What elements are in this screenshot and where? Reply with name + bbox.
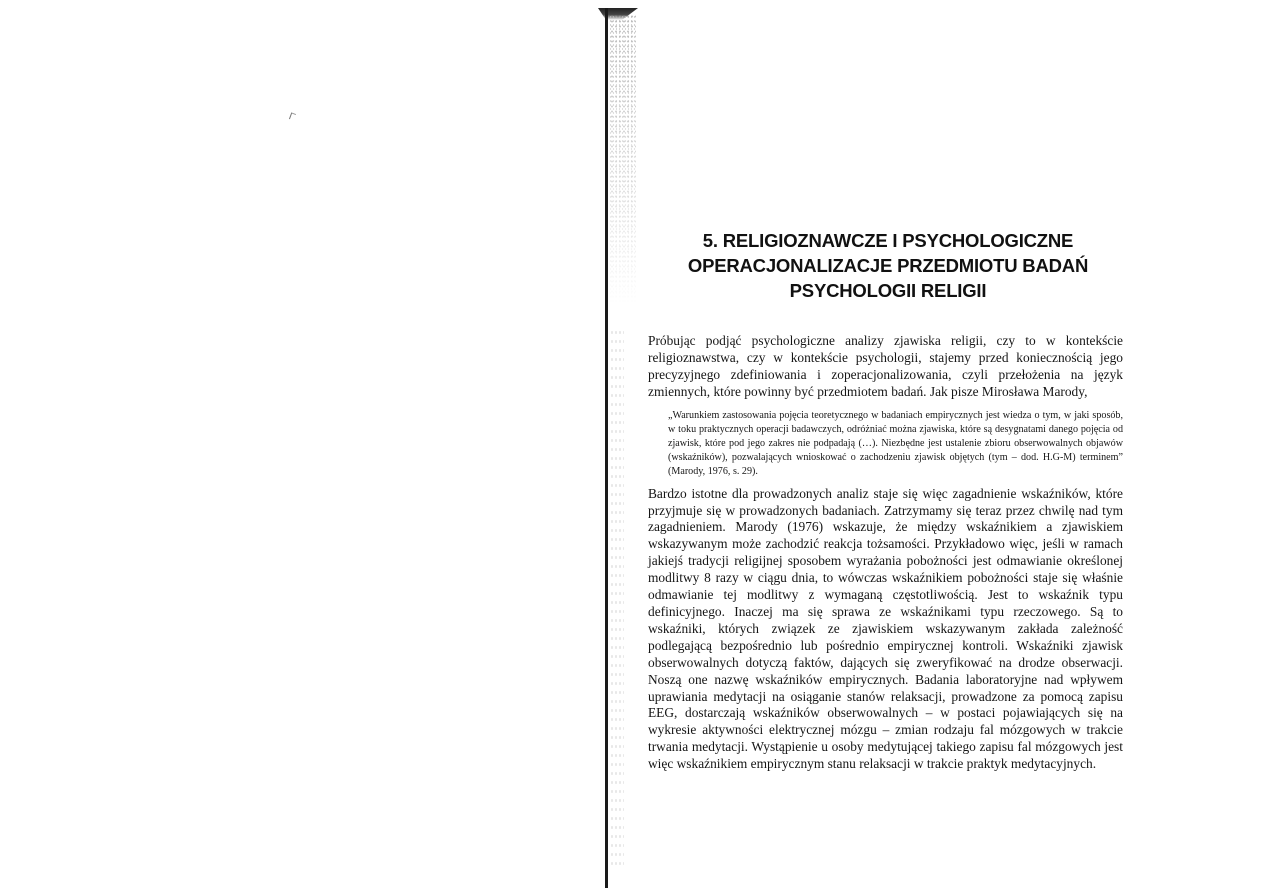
book-gutter [598,8,642,888]
right-page [648,0,1128,893]
block-quote: „Warunkiem zastosowania pojęcia teoretycznego w badaniach empirycznych jest wiedza o tym, w jaki sposób, w toku praktycznych operacji badawczych, odróżniać można zjawiska, które są desygnatami danego pojęcia od zjawisk, które pod jego zakres nie podpadają (…). Niezbędne jest ustalenie zbioru obserwowalnych objawów (wskaźników), pozwalających wnioskować o zachodzeniu zjawisk objętych (tym – dod. H.G-M) terminem” (Marody, 1976, s. 29). [668,409,1123,477]
chapter-title [648,228,1128,303]
gutter-scan-noise-lower [610,328,624,868]
chapter-title-line-3: PSYCHOLOGII RELIGII [789,280,987,301]
body-text [648,333,1123,773]
scan-speck [289,112,296,120]
intro-paragraph: Próbując podjąć psychologiczne analizy zjawiska religii, czy to w kontekście religioznawstwa, czy w kontekście psychologii, stajemy przed koniecznością jego precyzyjnego zdefiniowania i zoperacjonalizowania, czyli przełożenia na język zmiennych, które powinny być przedmiotem badań. Jak pisze Mirosława Marody, [648,333,1123,399]
chapter-title-line-2: OPERACJONALIZACJE PRZEDMIOTU BADAŃ [687,255,1089,276]
gutter-line [605,8,608,888]
main-paragraph: Bardzo istotne dla prowadzonych analiz staje się więc zagadnienie wskaźników, które przyjmuje się w prowadzonych badaniach. Zatrzymamy się teraz przez chwilę nad tym zagadnieniem. Marody (1976) wskazuje, że między wskaźnikiem a zjawiskiem wskazywanym może zachodzić reakcja tożsamości. Przykładowo więc, jeśli w ramach jakiejś tradycji religijnej sposobem wyrażania pobożności jest odmawianie określonej modlitwy 8 razy w ciągu dnia, to wówczas wskaźnikiem pobożności staje się właśnie odmawianie tej modlitwy z wymaganą częstotliwością. Jest to wskaźnik typu definicyjnego. Inaczej ma się sprawa ze wskaźnikami typu rzeczowego. Są to wskaźniki, których związek ze zjawiskiem wskazywanym zakłada zależność podlegającą bezpośrednio lub pośrednio empirycznej kontroli. Wskaźniki zjawisk obserwowalnych dotyczą faktów, dających się zweryfikować na drodze obserwacji. Noszą one nazwę wskaźników empirycznych. Badania laboratoryjne nad wpływem uprawiania medytacji na osiąganie stanów relaksacji, prowadzone za pomocą zapisu EEG, dostarczają wskaźników obserwowalnych – w postaci pojawiających się na wykresie aktywności elektrycznej mózgu – zmian rodzaju fal mózgowych w trakcie trwania medytacji. Wystąpienie u osoby medytującej takiego zapisu fal mózgowych jest więc wskaźnikiem empirycznym stanu relaksacji w trakcie praktyk medytacyjnych. [648,485,1123,772]
gutter-scan-noise [610,14,636,304]
chapter-title-line-1: 5. RELIGIOZNAWCZE I PSYCHOLOGICZNE [702,230,1074,251]
left-page-blank [0,0,602,893]
